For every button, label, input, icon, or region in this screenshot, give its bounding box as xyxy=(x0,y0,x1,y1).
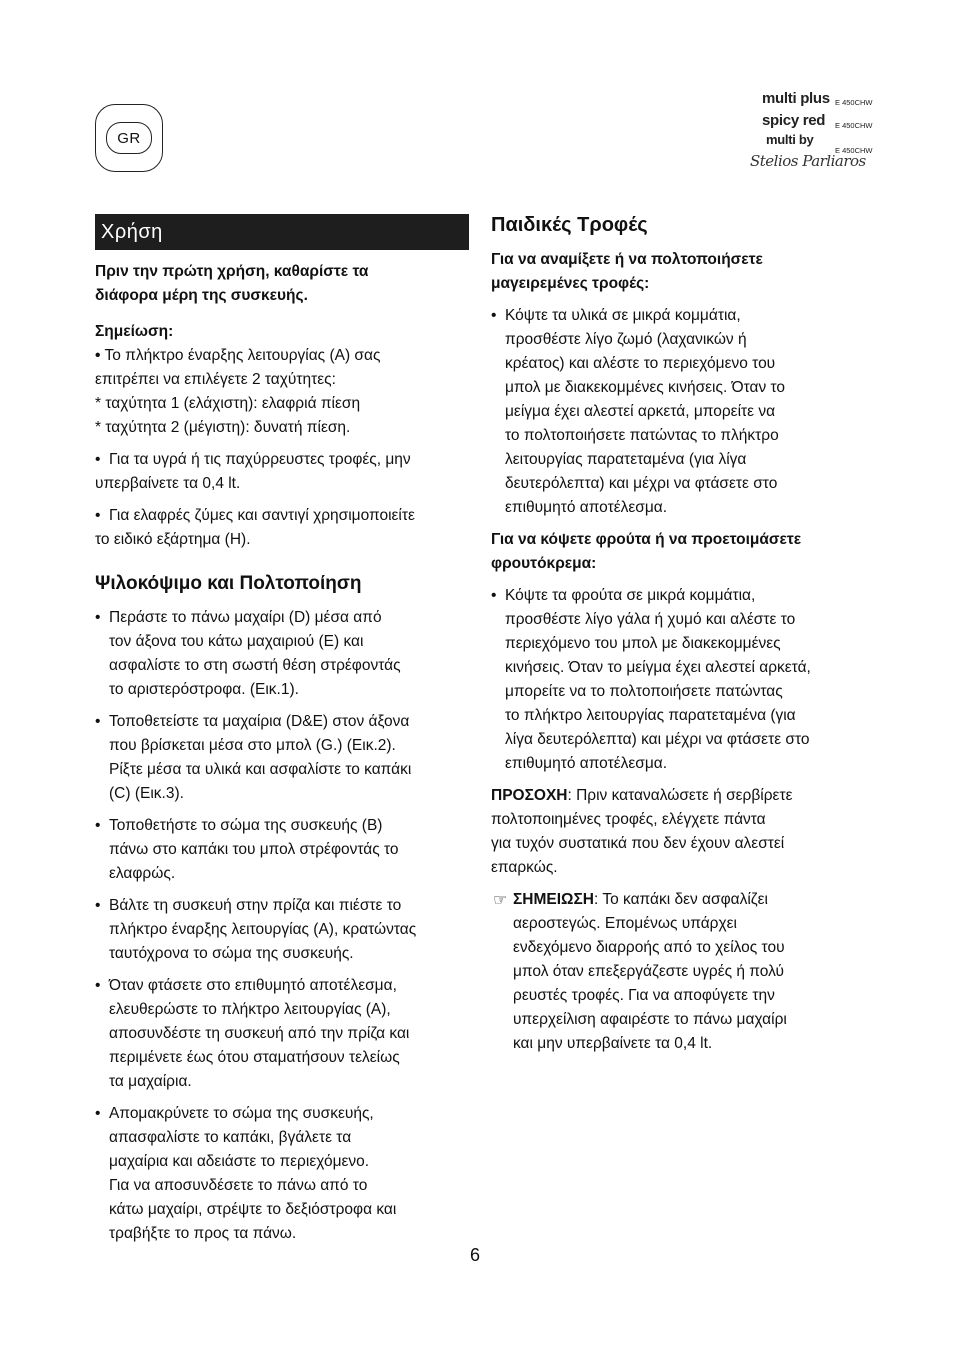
step-line: Για να αποσυνδέσετε το πάνω από το xyxy=(109,1177,368,1194)
step-line: απασφαλίστε το καπάκι, βγάλετε τα xyxy=(109,1129,352,1146)
bullet-line: λειτουργίας παρατεταμένα (για λίγα xyxy=(505,451,747,468)
pointing-hand-icon: ☞ xyxy=(493,892,508,909)
bullet-line: προσθέστε λίγο γάλα ή χυμό και αλέστε το xyxy=(505,611,796,628)
step-line: περιμένετε έως ότου σταματήσουν τελείως xyxy=(109,1049,400,1066)
bullet-light-dough xyxy=(95,504,469,528)
note-line: αεροστεγώς. Επομένως υπάρχει xyxy=(513,915,737,932)
note-line: * ταχύτητα 1 (ελάχιστη): ελαφριά πίεση xyxy=(95,395,361,412)
note-line: μπολ όταν επεξεργάζεστε υγρές ή πολύ xyxy=(513,963,784,980)
heading-line: φρουτόκρεμα: xyxy=(491,555,597,572)
right-column xyxy=(491,210,865,1056)
page-number: 6 xyxy=(470,1245,481,1265)
caution-line: πολτοποιημένες τροφές, ελέγχετε πάντα xyxy=(491,811,766,828)
brand-multi-by: multi by xyxy=(766,132,814,147)
step-6 xyxy=(95,1102,469,1246)
bullet-line: δευτερόλεπτα) και μέχρι να φτάσετε στο xyxy=(505,475,778,492)
note-line: ΣΗΜΕΙΩΣΗ: Το καπάκι δεν ασφαλίζει xyxy=(513,891,768,908)
step-line: ασφαλίστε το στη σωστή θέση στρέφοντάς xyxy=(109,657,401,674)
caution-label: ΠΡΟΣΟΧΗ xyxy=(491,787,568,804)
step-line: • Όταν φτάσετε στο επιθυμητό αποτέλεσμα, xyxy=(109,977,397,994)
note-label: ΣΗΜΕΙΩΣΗ xyxy=(513,891,594,908)
section-title-baby-food: Παιδικές Τροφές xyxy=(491,214,648,236)
intro-line: διάφορα μέρη της συσκευής. xyxy=(95,287,308,304)
bullet-line: το πλήκτρο λειτουργίας παρατεταμένα (για xyxy=(505,707,796,724)
step-line: Ρίξτε μέσα τα υλικά και ασφαλίστε το καπάκι xyxy=(109,761,412,778)
step-line: ταυτόχρονα το σώμα της συσκευής. xyxy=(109,945,354,962)
note-line: και μην υπερβαίνετε τα 0,4 lt. xyxy=(513,1035,713,1052)
section-title-usage: Χρήση xyxy=(95,214,469,250)
caution-line: για τυχόν συστατικά που δεν έχουν αλεστεί xyxy=(491,835,785,852)
bullet-line: το ειδικό εξάρτημα (Η). xyxy=(95,531,251,548)
heading-line: Για να κόψετε φρούτα ή να προετοιμάσετε xyxy=(491,531,802,548)
bullet-line: προσθέστε λίγο ζωμό (λαχανικών ή xyxy=(505,331,747,348)
step-1 xyxy=(95,606,469,702)
step-line: πλήκτρο έναρξης λειτουργίας (Α), κρατώντας xyxy=(109,921,417,938)
bullet-line: • Κόψτε τα φρούτα σε μικρά κομμάτια, xyxy=(505,587,756,604)
heading-line: μαγειρεμένες τροφές: xyxy=(491,275,650,292)
brand-multi-plus: multi plus xyxy=(762,90,830,107)
step-line: κάτω μαχαίρι, στρέψτε το δεξιόστροφα και xyxy=(109,1201,397,1218)
bullet-line: επιθυμητό αποτέλεσμα. xyxy=(505,755,668,772)
step-line: • Απομακρύνετε το σώμα της συσκευής, xyxy=(109,1105,374,1122)
signature-logo: Stelios Parliaros xyxy=(750,152,866,170)
heading-blend xyxy=(491,248,865,296)
brand-spicy-red: spicy red xyxy=(762,112,826,129)
caution-line: ΠΡΟΣΟΧΗ: Πριν καταναλώσετε ή σερβίρετε xyxy=(491,787,793,804)
intro-text xyxy=(95,260,469,308)
bullet-liquids xyxy=(95,448,469,472)
step-line: ελαφρώς. xyxy=(109,865,176,882)
step-line: τον άξονα του κάτω μαχαιριού (E) και xyxy=(109,633,364,650)
brand-model-2: E 450CHW xyxy=(835,121,873,130)
language-badge-frame xyxy=(95,104,163,172)
step-2 xyxy=(95,710,469,806)
bullet-line: υπερβαίνετε τα 0,4 lt. xyxy=(95,475,241,492)
note-line: υπερχείλιση αφαιρέστε το πάνω μαχαίρι xyxy=(513,1011,787,1028)
bullet-line: λίγα δευτερόλεπτα) και μέχρι να φτάσετε στο xyxy=(505,731,810,748)
bullet-line: το πολτοποιήσετε πατώντας το πλήκτρο xyxy=(505,427,779,444)
step-3 xyxy=(95,814,469,886)
note-heading: Σημείωση: xyxy=(95,323,174,340)
step-line: • Τοποθετείστε τα μαχαίρια (D&E) στον άξονα xyxy=(109,713,410,730)
bullet-line: μπολ με διακεκομμένες κινήσεις. Όταν το xyxy=(505,379,786,396)
left-column xyxy=(95,214,469,1246)
language-badge: GR xyxy=(106,122,152,154)
step-line: το αριστερόστροφα. (Εικ.1). xyxy=(109,681,299,698)
note-line: • • Το πλήκτρο έναρξης λειτουργίας (Α) σας xyxy=(95,347,381,364)
heading-line: Για να αναμίξετε ή να πολτοποιήσετε xyxy=(491,251,763,268)
note-block xyxy=(95,344,469,440)
note-block xyxy=(491,888,865,1056)
step-line: τα μαχαίρια. xyxy=(109,1073,192,1090)
step-5 xyxy=(95,974,469,1094)
step-line: • Τοποθετήστε το σώμα της συσκευής (Β) xyxy=(109,817,383,834)
brand-model-1: E 450CHW xyxy=(835,98,873,107)
step-line: • Βάλτε τη συσκευή στην πρίζα και πιέστε το xyxy=(109,897,402,914)
bullet-line: μπορείτε να το πολτοποιήσετε πατώντας xyxy=(505,683,783,700)
note-line: ενδεχόμενο διαρροής από το χείλος του xyxy=(513,939,785,956)
bullet-line: • Κόψτε τα υλικά σε μικρά κομμάτια, xyxy=(505,307,741,324)
step-line: που βρίσκεται μέσα στο μπολ (G.) (Εικ.2). xyxy=(109,737,396,754)
bullet-line: • Για τα υγρά ή τις παχύρρευστες τροφές, μην xyxy=(109,451,411,468)
caution-line: επαρκώς. xyxy=(491,859,558,876)
step-line: πάνω στο καπάκι του μπολ στρέφοντάς το xyxy=(109,841,399,858)
note-line: * ταχύτητα 2 (μέγιστη): δυνατή πίεση. xyxy=(95,419,351,436)
brand-logos xyxy=(748,88,878,184)
step-line: ελευθερώστε το πλήκτρο λειτουργίας (Α), xyxy=(109,1001,391,1018)
note-line: επιτρέπει να επιλέγετε 2 ταχύτητες: xyxy=(95,371,336,388)
heading-fruit xyxy=(491,528,865,576)
bullet-fruit xyxy=(491,584,865,776)
step-line: (C) (Εικ.3). xyxy=(109,785,184,802)
step-line: • Περάστε το πάνω μαχαίρι (D) μέσα από xyxy=(109,609,382,626)
step-line: τραβήξτε το προς τα πάνω. xyxy=(109,1225,297,1242)
bullet-line: • Για ελαφρές ζύμες και σαντιγί χρησιμοποιείτε xyxy=(109,507,415,524)
intro-line: Πριν την πρώτη χρήση, καθαρίστε τα xyxy=(95,263,369,280)
brand-model-3: E 450CHW xyxy=(835,146,873,155)
bullet-blend xyxy=(491,304,865,520)
bullet-line: περιεχόμενο του μπολ με διακεκομμένες xyxy=(505,635,781,652)
step-line: μαχαίρια και αδειάστε το περιεχόμενο. xyxy=(109,1153,370,1170)
caution-block xyxy=(491,784,865,880)
bullet-line: επιθυμητό αποτέλεσμα. xyxy=(505,499,668,516)
note-line: ρευστές τροφές. Για να αποφύγετε την xyxy=(513,987,775,1004)
step-line: αποσυνδέστε τη συσκευή από την πρίζα και xyxy=(109,1025,410,1042)
step-4 xyxy=(95,894,469,966)
bullet-line: κινήσεις. Όταν το μείγμα έχει αλεστεί αρκετά, xyxy=(505,659,811,676)
bullet-line: μείγμα έχει αλεστεί αρκετά, μπορείτε να xyxy=(505,403,776,420)
bullet-line: κρέατος) και αλέστε το περιεχόμενο του xyxy=(505,355,776,372)
subsection-title-chopping: Ψιλοκόψιμο και Πολτοποίηση xyxy=(95,573,362,594)
